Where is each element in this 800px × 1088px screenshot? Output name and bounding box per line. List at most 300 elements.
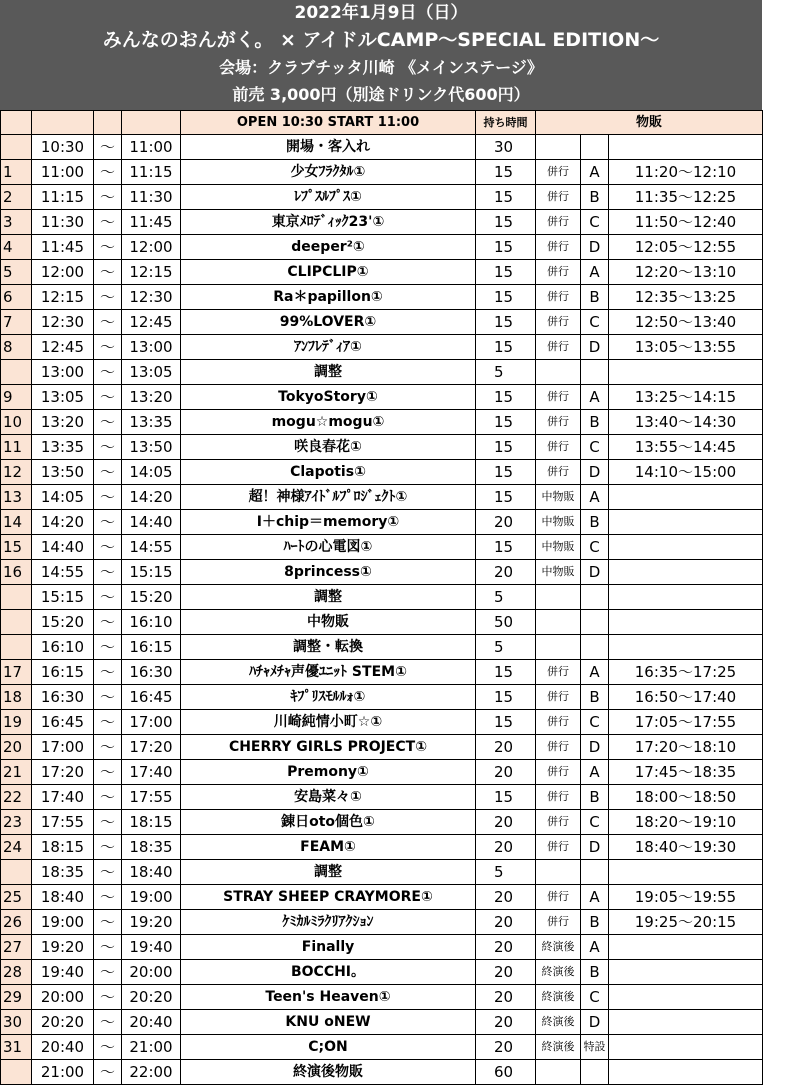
end-time: 16:15 [122,635,181,660]
duration: 15 [476,260,536,285]
merch-booth: B [581,410,609,435]
end-time: 19:00 [122,885,181,910]
header-cell-blank [32,111,94,135]
performer-name: ｹﾐｶﾙﾐﾗｸﾘｱｸｼｮﾝ [181,910,476,935]
row-number: 13 [1,485,32,510]
row-number: 24 [1,835,32,860]
tilde-separator: ～ [94,135,122,160]
tilde-separator: ～ [94,560,122,585]
table-row [1,310,763,335]
duration: 20 [476,885,536,910]
row-number: 11 [1,435,32,460]
table-row [1,485,763,510]
duration: 20 [476,810,536,835]
table-row [1,710,763,735]
merch-time: 13:25～14:15 [609,385,763,410]
tilde-separator: ～ [94,335,122,360]
performer-name: deeper²① [181,235,476,260]
merch-time [609,360,763,385]
row-number [1,585,32,610]
merch-booth: A [581,760,609,785]
performer-name: ｷﾌﾟﾘｽﾓﾙﾙｫ① [181,685,476,710]
end-time: 17:55 [122,785,181,810]
start-time: 13:20 [32,410,94,435]
performer-name: ﾚﾌﾟｽﾙﾌﾟｽ① [181,185,476,210]
start-time: 15:20 [32,610,94,635]
end-time: 13:00 [122,335,181,360]
merch-mode: 中物販 [536,510,581,535]
merch-time [609,860,763,885]
row-number: 7 [1,310,32,335]
duration: 20 [476,960,536,985]
end-time: 15:15 [122,560,181,585]
performer-name: KNU oNEW [181,1010,476,1035]
merch-mode: 併行 [536,460,581,485]
merch-booth: B [581,785,609,810]
header-open-start: OPEN 10:30 START 11:00 [181,111,476,135]
tilde-separator: ～ [94,810,122,835]
merch-time: 17:05～17:55 [609,710,763,735]
row-number: 30 [1,1010,32,1035]
table-row [1,210,763,235]
start-time: 14:05 [32,485,94,510]
header-cell-blank [94,111,122,135]
merch-mode: 終演後 [536,1010,581,1035]
row-number: 4 [1,235,32,260]
table-row [1,985,763,1010]
merch-booth: D [581,560,609,585]
end-time: 18:40 [122,860,181,885]
end-time: 13:50 [122,435,181,460]
merch-time [609,535,763,560]
start-time: 17:20 [32,760,94,785]
performer-name: mogu☆mogu① [181,410,476,435]
performer-name: 8princess① [181,560,476,585]
start-time: 13:05 [32,385,94,410]
merch-booth: D [581,735,609,760]
merch-time [609,1010,763,1035]
row-number: 20 [1,735,32,760]
merch-booth: C [581,810,609,835]
merch-booth: C [581,210,609,235]
merch-mode: 併行 [536,285,581,310]
start-time: 19:20 [32,935,94,960]
row-number: 14 [1,510,32,535]
merch-booth: C [581,535,609,560]
merch-time [609,635,763,660]
merch-time [609,610,763,635]
tilde-separator: ～ [94,410,122,435]
table-row [1,810,763,835]
merch-booth: B [581,910,609,935]
merch-time: 18:20～19:10 [609,810,763,835]
duration: 20 [476,1010,536,1035]
performer-name: CLIPCLIP① [181,260,476,285]
start-time: 11:15 [32,185,94,210]
merch-mode [536,1060,581,1085]
duration: 60 [476,1060,536,1085]
merch-time [609,985,763,1010]
merch-mode: 中物販 [536,560,581,585]
performer-name: Clapotis① [181,460,476,485]
table-row [1,835,763,860]
tilde-separator: ～ [94,935,122,960]
event-date: 2022年1月9日（日） [294,3,468,23]
table-row [1,460,763,485]
merch-booth: B [581,510,609,535]
duration: 15 [476,235,536,260]
merch-time: 18:00～18:50 [609,785,763,810]
table-row [1,510,763,535]
merch-mode: 併行 [536,335,581,360]
merch-mode: 併行 [536,685,581,710]
duration: 20 [476,735,536,760]
performer-name: 咲良春花① [181,435,476,460]
merch-mode [536,585,581,610]
table-row [1,185,763,210]
merch-booth [581,135,609,160]
table-row [1,260,763,285]
performer-name: TokyoStory① [181,385,476,410]
end-time: 19:40 [122,935,181,960]
duration: 15 [476,685,536,710]
performer-name: 開場・客入れ [181,135,476,160]
start-time: 20:20 [32,1010,94,1035]
performer-name: CHERRY GIRLS PROJECT① [181,735,476,760]
event-price: 前売 3,000円（別途ドリンク代600円） [232,85,530,104]
end-time: 13:20 [122,385,181,410]
row-number: 3 [1,210,32,235]
table-row [1,910,763,935]
duration: 15 [476,385,536,410]
merch-mode [536,360,581,385]
end-time: 16:45 [122,685,181,710]
end-time: 13:35 [122,410,181,435]
row-number: 16 [1,560,32,585]
merch-mode: 併行 [536,235,581,260]
duration: 15 [476,410,536,435]
merch-mode: 終演後 [536,960,581,985]
start-time: 18:15 [32,835,94,860]
merch-time: 17:20～18:10 [609,735,763,760]
end-time: 16:30 [122,660,181,685]
start-time: 14:40 [32,535,94,560]
merch-booth: D [581,835,609,860]
tilde-separator: ～ [94,610,122,635]
row-number [1,610,32,635]
performer-name: 錬日oto個色① [181,810,476,835]
header-cell-blank [1,111,32,135]
merch-mode [536,860,581,885]
duration: 5 [476,860,536,885]
performer-name: 少女ﾌﾗｸﾀﾙ① [181,160,476,185]
merch-mode [536,610,581,635]
merch-mode: 併行 [536,910,581,935]
tilde-separator: ～ [94,760,122,785]
table-row [1,385,763,410]
row-number: 22 [1,785,32,810]
end-time: 14:20 [122,485,181,510]
merch-mode: 併行 [536,385,581,410]
event-header [0,0,762,110]
table-row [1,285,763,310]
tilde-separator: ～ [94,510,122,535]
end-time: 15:20 [122,585,181,610]
start-time: 11:45 [32,235,94,260]
merch-mode: 終演後 [536,935,581,960]
end-time: 17:00 [122,710,181,735]
merch-booth: B [581,960,609,985]
start-time: 13:00 [32,360,94,385]
start-time: 11:00 [32,160,94,185]
performer-name: 中物販 [181,610,476,635]
end-time: 12:45 [122,310,181,335]
tilde-separator: ～ [94,160,122,185]
row-number: 2 [1,185,32,210]
tilde-separator: ～ [94,285,122,310]
duration: 20 [476,985,536,1010]
performer-name: 超！神様ｱｲﾄﾞﾙﾌﾟﾛｼﾞｪｸﾄ① [181,485,476,510]
duration: 5 [476,635,536,660]
merch-mode: 併行 [536,735,581,760]
merch-booth: C [581,985,609,1010]
start-time: 13:35 [32,435,94,460]
duration: 20 [476,835,536,860]
merch-time [609,1060,763,1085]
merch-time: 13:55～14:45 [609,435,763,460]
event-venue: 会場：クラブチッタ川崎 《メインステージ》 [219,58,543,77]
duration: 15 [476,710,536,735]
tilde-separator: ～ [94,785,122,810]
duration: 50 [476,610,536,635]
table-header-row [1,111,763,135]
tilde-separator: ～ [94,685,122,710]
merch-time [609,510,763,535]
table-row [1,785,763,810]
merch-mode: 併行 [536,160,581,185]
start-time: 17:40 [32,785,94,810]
tilde-separator: ～ [94,860,122,885]
row-number: 29 [1,985,32,1010]
performer-name: C;ON [181,1035,476,1060]
performer-name: ﾊﾁｬﾒﾁｬ声優ﾕﾆｯﾄ STEM① [181,660,476,685]
tilde-separator: ～ [94,910,122,935]
start-time: 12:30 [32,310,94,335]
merch-mode: 併行 [536,760,581,785]
tilde-separator: ～ [94,585,122,610]
end-time: 20:00 [122,960,181,985]
merch-mode [536,635,581,660]
merch-booth: D [581,1010,609,1035]
table-row [1,1035,763,1060]
end-time: 16:10 [122,610,181,635]
tilde-separator: ～ [94,835,122,860]
table-row [1,635,763,660]
table-row [1,410,763,435]
header-duration: 持ち時間 [476,111,536,135]
end-time: 12:00 [122,235,181,260]
performer-name: Premony① [181,760,476,785]
tilde-separator: ～ [94,1035,122,1060]
row-number: 8 [1,335,32,360]
duration: 20 [476,760,536,785]
duration: 20 [476,1035,536,1060]
merch-time [609,485,763,510]
merch-booth: 特設 [581,1035,609,1060]
performer-name: FEAM① [181,835,476,860]
start-time: 19:00 [32,910,94,935]
performer-name: 調整・転換 [181,635,476,660]
merch-mode: 併行 [536,185,581,210]
duration: 20 [476,935,536,960]
end-time: 12:30 [122,285,181,310]
merch-booth: D [581,460,609,485]
performer-name: STRAY SHEEP CRAYMORE① [181,885,476,910]
performer-name: ｱﾝﾌﾚﾃﾞｨｱ① [181,335,476,360]
duration: 20 [476,560,536,585]
start-time: 20:40 [32,1035,94,1060]
end-time: 14:05 [122,460,181,485]
duration: 15 [476,535,536,560]
merch-mode: 併行 [536,435,581,460]
merch-mode: 併行 [536,810,581,835]
start-time: 14:20 [32,510,94,535]
header-cell-blank [122,111,181,135]
row-number: 27 [1,935,32,960]
table-row [1,860,763,885]
merch-time: 13:05～13:55 [609,335,763,360]
end-time: 11:45 [122,210,181,235]
merch-booth [581,360,609,385]
table-row [1,360,763,385]
duration: 5 [476,360,536,385]
duration: 15 [476,785,536,810]
row-number [1,360,32,385]
duration: 15 [476,460,536,485]
tilde-separator: ～ [94,635,122,660]
end-time: 12:15 [122,260,181,285]
row-number: 28 [1,960,32,985]
end-time: 20:20 [122,985,181,1010]
duration: 15 [476,210,536,235]
start-time: 16:10 [32,635,94,660]
performer-name: 東京ﾒﾛﾃﾞｨｯｸ23'① [181,210,476,235]
row-number [1,860,32,885]
merch-time: 18:40～19:30 [609,835,763,860]
row-number: 15 [1,535,32,560]
row-number: 23 [1,810,32,835]
start-time: 18:40 [32,885,94,910]
performer-name: Teen's Heaven① [181,985,476,1010]
start-time: 12:15 [32,285,94,310]
end-time: 18:35 [122,835,181,860]
merch-mode: 併行 [536,885,581,910]
tilde-separator: ～ [94,185,122,210]
tilde-separator: ～ [94,385,122,410]
merch-time: 13:40～14:30 [609,410,763,435]
performer-name: 終演後物販 [181,1060,476,1085]
end-time: 17:20 [122,735,181,760]
merch-mode: 終演後 [536,1035,581,1060]
start-time: 16:45 [32,710,94,735]
merch-mode: 中物販 [536,485,581,510]
merch-time [609,935,763,960]
merch-mode: 併行 [536,260,581,285]
tilde-separator: ～ [94,210,122,235]
merch-time: 16:50～17:40 [609,685,763,710]
table-row [1,1060,763,1085]
merch-time [609,585,763,610]
header-merch: 物販 [536,111,763,135]
row-number: 10 [1,410,32,435]
merch-booth: A [581,260,609,285]
merch-mode: 併行 [536,710,581,735]
duration: 20 [476,910,536,935]
row-number: 12 [1,460,32,485]
merch-booth: B [581,185,609,210]
row-number: 25 [1,885,32,910]
start-time: 12:45 [32,335,94,360]
merch-mode [536,135,581,160]
table-row [1,685,763,710]
table-row [1,885,763,910]
tilde-separator: ～ [94,535,122,560]
row-number: 21 [1,760,32,785]
performer-name: 調整 [181,360,476,385]
end-time: 20:40 [122,1010,181,1035]
merch-time: 11:35～12:25 [609,185,763,210]
merch-time: 19:25～20:15 [609,910,763,935]
performer-name: ﾊｰﾄの心電図① [181,535,476,560]
start-time: 15:15 [32,585,94,610]
table-row [1,560,763,585]
merch-time: 11:20～12:10 [609,160,763,185]
tilde-separator: ～ [94,710,122,735]
merch-booth: A [581,935,609,960]
table-row [1,660,763,685]
end-time: 14:40 [122,510,181,535]
duration: 15 [476,485,536,510]
row-number: 31 [1,1035,32,1060]
row-number: 18 [1,685,32,710]
end-time: 21:00 [122,1035,181,1060]
end-time: 19:20 [122,910,181,935]
performer-name: BOCCHI。 [181,960,476,985]
merch-booth [581,860,609,885]
table-row [1,1010,763,1035]
merch-mode: 併行 [536,310,581,335]
duration: 20 [476,510,536,535]
start-time: 17:00 [32,735,94,760]
table-row [1,160,763,185]
duration: 15 [476,185,536,210]
start-time: 18:35 [32,860,94,885]
merch-booth: C [581,710,609,735]
merch-time: 12:20～13:10 [609,260,763,285]
start-time: 20:00 [32,985,94,1010]
table-row [1,135,763,160]
performer-name: Ra＊papillon① [181,285,476,310]
merch-mode: 中物販 [536,535,581,560]
row-number: 9 [1,385,32,410]
merch-booth: C [581,310,609,335]
performer-name: 調整 [181,860,476,885]
merch-booth [581,585,609,610]
duration: 5 [476,585,536,610]
merch-booth: A [581,385,609,410]
table-row [1,735,763,760]
merch-mode: 併行 [536,835,581,860]
